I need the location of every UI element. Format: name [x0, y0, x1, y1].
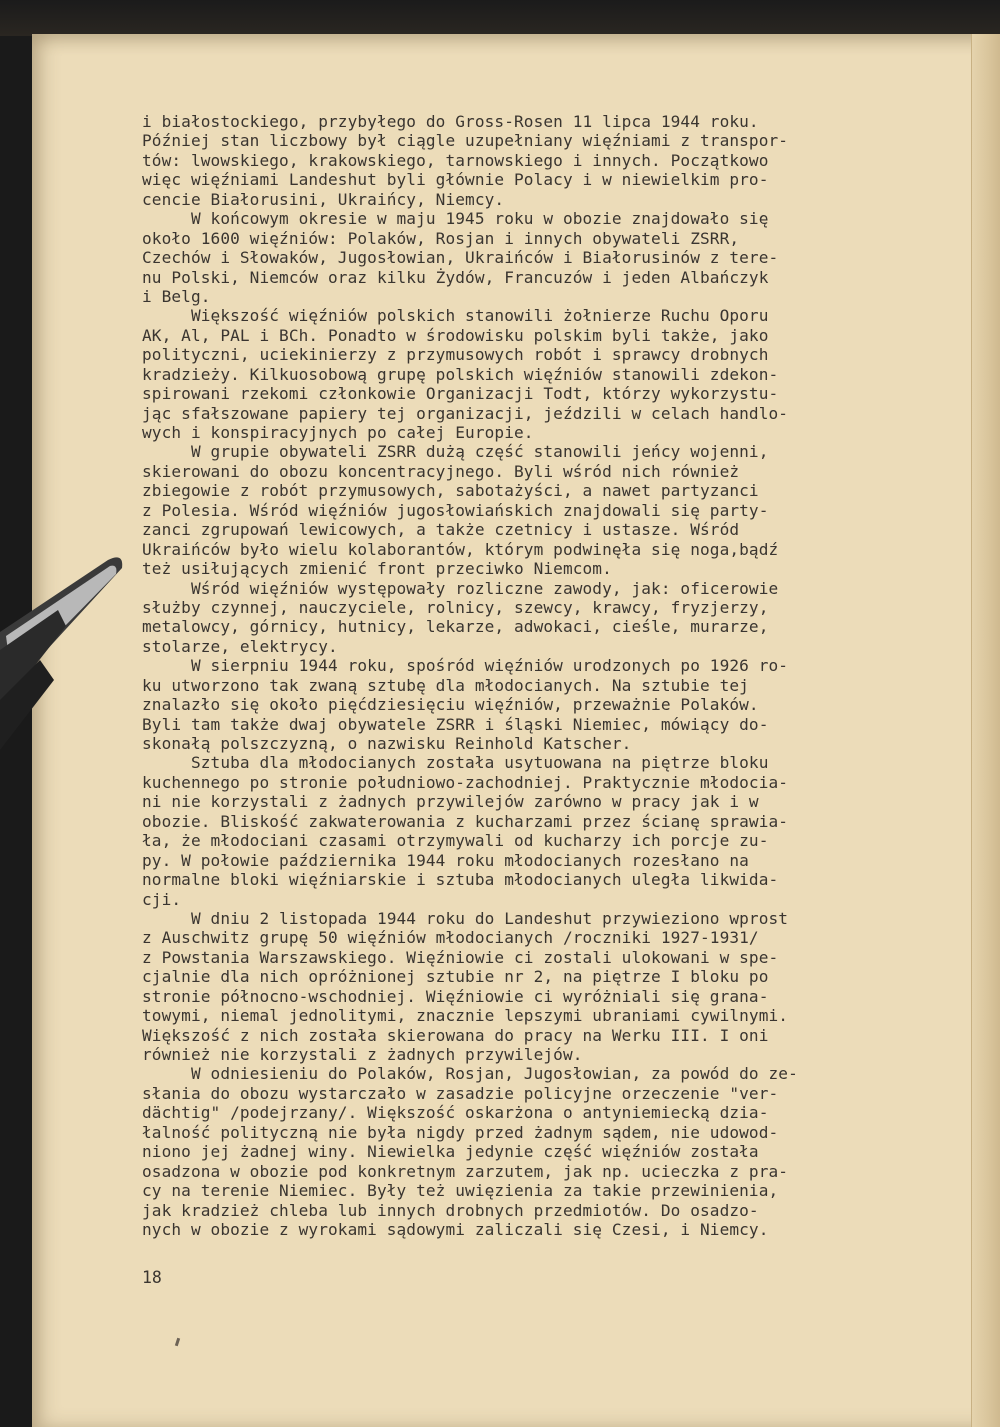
text-line: Wśród więźniów występowały rozliczne zawody, jak: oficerowie — [142, 578, 779, 598]
text-line: kuchennego po stronie południowo-zachodniej. Praktycznie młodocia- — [142, 772, 789, 792]
text-line: W sierpniu 1944 roku, spośród więźniów urodzonych po 1926 ro- — [142, 656, 789, 676]
text-line: obozie. Bliskość zakwaterowania z kucharzami przez ścianę sprawia- — [142, 811, 789, 831]
text-line: zbiegowie z robót przymusowych, sabotażyści, a nawet partyzanci — [142, 481, 759, 501]
text-line: Później stan liczbowy był ciągle uzupełniany więźniami z transpor- — [142, 131, 789, 151]
text-line: z Powstania Warszawskiego. Więźniowie ci zostali ulokowani w spe- — [142, 947, 779, 967]
text-line: stolarze, elektrycy. — [142, 636, 338, 656]
text-line: spirowani rzekomi członkowie Organizacji Todt, którzy wykorzystu- — [142, 384, 779, 404]
text-line: cy na terenie Niemiec. Były też uwięzienia za takie przewinienia, — [142, 1181, 779, 1201]
text-line: ni nie korzystali z żadnych przywilejów zarówno w pracy jak i w — [142, 792, 759, 812]
page-fold-edge — [971, 34, 1000, 1427]
text-line: służby czynnej, nauczyciele, rolnicy, szewcy, krawcy, fryzjerzy, — [142, 597, 769, 617]
text-line: normalne bloki więźniarskie i sztuba młodocianych uległa likwida- — [142, 870, 779, 890]
text-line: Sztuba dla młodocianych została usytuowana na piętrze bloku — [142, 753, 769, 773]
text-line: nu Polski, Niemców oraz kilku Żydów, Francuzów i jeden Albańczyk — [142, 267, 769, 287]
text-line: kradzieży. Kilkuosobową grupę polskich więźniów stanowili zdekon- — [142, 364, 779, 384]
text-line: niono jej żadnej winy. Niewielka jedynie część więźniów została — [142, 1142, 759, 1162]
text-line: i Belg. — [142, 286, 211, 306]
text-line: stronie północno-wschodniej. Więźniowie ci wyróżniali się grana- — [142, 986, 769, 1006]
text-line: słania do obozu wystarczało w zasadzie policyjne orzeczenie "ver- — [142, 1083, 779, 1103]
text-line: znalazło się około pięćdziesięciu więźniów, przeważnie Polaków. — [142, 695, 759, 715]
text-line: łalność polityczną nie była nigdy przed żadnym sądem, nie udowod- — [142, 1122, 779, 1142]
scanner-background — [0, 0, 1000, 36]
text-line: ła, że młodociani czasami otrzymywali od kucharzy ich porcje zu- — [142, 831, 769, 851]
text-line: metalowcy, górnicy, hutnicy, lekarze, adwokaci, cieśle, murarze, — [142, 617, 769, 637]
text-line: jak kradzież chleba lub innych drobnych przedmiotów. Do osadzo- — [142, 1200, 759, 1220]
text-line: polityczni, uciekinierzy z przymusowych robót i sprawcy drobnych — [142, 345, 769, 365]
page-number: 18 — [142, 1268, 162, 1287]
text-line: ku utworzono tak zwaną sztubę dla młodocianych. Na sztubie tej — [142, 675, 749, 695]
text-line: Byli tam także dwaj obywatele ZSRR i śląski Niemiec, mówiący do- — [142, 714, 769, 734]
text-line: około 1600 więźniów: Polaków, Rosjan i innych obywateli ZSRR, — [142, 228, 740, 248]
text-line: jąc sfałszowane papiery tej organizacji, jeździli w celach handlo- — [142, 403, 789, 423]
text-line: i białostockiego, przybyłego do Gross-Rosen 11 lipca 1944 roku. — [142, 112, 759, 131]
text-line: cji. — [142, 889, 182, 909]
text-line: z Auschwitz grupę 50 więźniów młodocianych /roczniki 1927-1931/ — [142, 928, 759, 948]
text-line: więc więźniami Landeshut byli głównie Polacy i w niewielkim pro- — [142, 170, 769, 190]
text-line: Ukraińców było wielu kolaborantów, którym podwinęła się noga,bądź — [142, 539, 779, 559]
text-line: Większość z nich została skierowana do pracy na Werku III. I oni — [142, 1025, 769, 1045]
text-line: towymi, niemal jednolitymi, znacznie lepszymi ubraniami cywilnymi. — [142, 1006, 789, 1026]
text-line: Większość więźniów polskich stanowili żołnierze Ruchu Oporu — [142, 306, 769, 326]
text-line: również nie korzystali z żadnych przywilejów. — [142, 1045, 583, 1064]
text-line: z Polesia. Wśród więźniów jugosłowiańskich znajdowali się party- — [142, 500, 769, 520]
text-line: Czechów i Słowaków, Jugosłowian, Ukraińców i Białorusinów z tere- — [142, 248, 779, 268]
text-line: cjalnie dla nich opróżnionej sztubie nr 2, na piętrze I bloku po — [142, 967, 769, 987]
text-line: też usiłujących zmienić front przeciwko Niemcom. — [142, 559, 612, 579]
text-line: skierowani do obozu koncentracyjnego. Byli wśród nich również — [142, 461, 740, 481]
text-line: zanci zgrupowań lewicowych, a także czetnicy i ustasze. Wśród — [142, 520, 740, 540]
text-line: py. W połowie października 1944 roku młodocianych rozesłano na — [142, 850, 749, 870]
text-line: osadzona w obozie pod konkretnym zarzutem, jak np. ucieczka z pra- — [142, 1161, 789, 1181]
text-line: W dniu 2 listopada 1944 roku do Landeshut przywieziono wprost — [142, 908, 789, 928]
body-text — [142, 112, 942, 1239]
text-line: W odniesieniu do Polaków, Rosjan, Jugosłowian, za powód do ze- — [142, 1064, 798, 1084]
text-line: wych i konspiracyjnych po całej Europie. — [142, 423, 534, 442]
text-line: AK, Al, PAL i BCh. Ponadto w środowisku polskim byli także, jako — [142, 325, 769, 345]
text-line: W końcowym okresie w maju 1945 roku w obozie znajdowało się — [142, 209, 769, 229]
text-line: cencie Białorusini, Ukraińcy, Niemcy. — [142, 189, 505, 209]
text-line: dächtig" /podejrzany/. Większość oskarżona o antyniemiecką dzia- — [142, 1103, 769, 1123]
text-line: skonałą polszczyzną, o nazwisku Reinhold Katscher. — [142, 734, 632, 753]
text-line: nych w obozie z wyrokami sądowymi zaliczali się Czesi, i Niemcy. — [142, 1219, 769, 1239]
text-line: tów: lwowskiego, krakowskiego, tarnowskiego i innych. Początkowo — [142, 150, 769, 170]
text-line: W grupie obywateli ZSRR dużą część stanowili jeńcy wojenni, — [142, 442, 769, 462]
